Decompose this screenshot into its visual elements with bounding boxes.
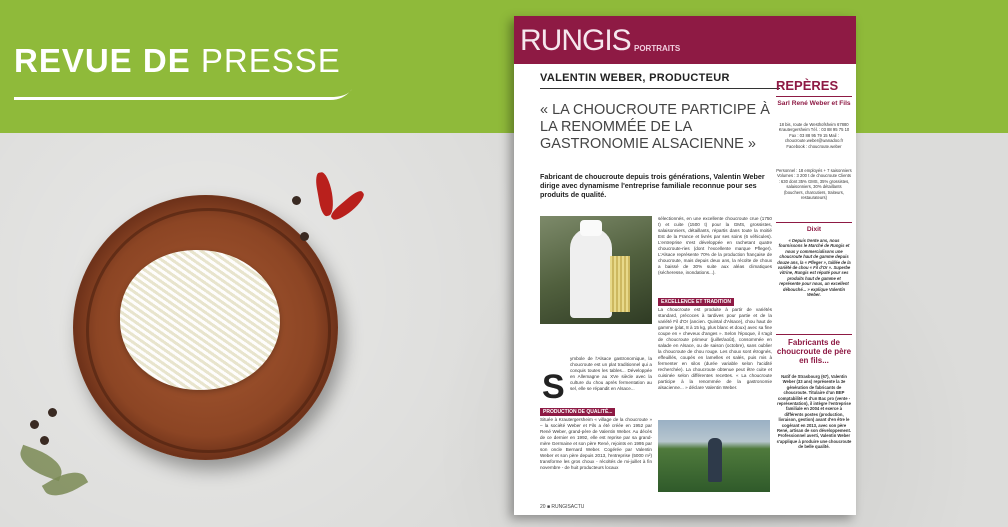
fabricants-text: Natif de Strasbourg (67), Valentin Weber (33 ans) représente la 3e génération de fabricants de choucroute. Titulaire d'un BEP comptabilité et d'un Bac pro (vente - représentation), il intègre l'entreprise familiale en 2004 et exerce à différents postes (production, livraison, gestion) avant d'en être le cogérant en 2013, avec son père René, artisan de son développement. Professionnel averti, Valentin Weber s'applique à produire une choucroute de belle qualité.	[776, 374, 852, 450]
sidebar-rule	[776, 222, 852, 223]
dixit-heading: Dixit	[806, 226, 822, 233]
magazine-page	[514, 16, 856, 515]
column-right-top: sélectionnés, en une excellente choucroute crue (1750 t) et cuite (1500 t) pour la GMS, grossistes, salaisonniers, détaillants, répartis dans toute la moitié Est de la France et livrés par ses soins (6 véhicules). L'entreprise s'est développée en rachetant quatre choucroute-ries (dont l'excellente marque Pfleger). L'Alsace représente 70% de la production française de choucroute, mais depuis deux ans, la récolte de choux a baissé de 30% suite aux aléas climatiques (sécheresse, inondations...).	[658, 216, 772, 275]
title-bold: REVUE DE	[14, 42, 191, 79]
masthead-title: RUNGIS	[520, 24, 631, 57]
peppercorn	[30, 420, 39, 429]
person-title: VALENTIN WEBER, PRODUCTEUR	[540, 72, 730, 84]
sidebar-rule	[776, 96, 852, 97]
field-photo	[658, 420, 770, 492]
peppercorn	[48, 408, 57, 417]
magazine-masthead	[514, 16, 856, 64]
title-rule	[540, 88, 780, 89]
column-right-body: La choucroute est produite à partir de variétés standard, précoces à tardives pour partie et de la variété Fil d'Or (ancien. Quintal d'Alsace), chou haut de gamme (plat, 8 à 15 kg, plus blanc et doux) avec sa fine coupe en « cheveux d'anges ». Selon l'époque, il s'agit de choucroute primeur (juillet/août), consommée en salade en Alsace, ou de saison (octobre), sans oublier la choucroute de chou rouge. Les choux sont étrognés, effeuillés, coupés en lamelles et salés, puis mis à fermenter en silos (durée variable selon l'acidité recherchée). La choucroute obtenue peut être cuite et cuisinée selon différentes recettes. « La choucroute participe à la renommée de la gastronomie alsacienne... » déclare Valentin Weber.	[658, 307, 772, 390]
article-intro: Fabricant de choucroute depuis trois générations, Valentin Weber dirige avec dynamisme l'entreprise familiale reconnue pour ses produits de qualité.	[540, 172, 765, 199]
sidebar-heading: REPÈRES	[776, 78, 839, 93]
peppercorn	[40, 436, 49, 445]
company-details: Personnel : 18 employés + 7 saisonniers Volumes : 3 200 t de choucroute Clients : 630 dont 35% GMS, 35% grossistes, salaisonniers, 30% détaillants (bouchers, charcutiers, traiteurs, restaurateurs)	[776, 168, 852, 201]
fabricants-heading: Fabricants de choucroute de père en fils...	[776, 338, 852, 365]
title-light: PRESSE	[200, 42, 341, 79]
sidebar-rule	[776, 334, 852, 335]
dropcap: S	[542, 368, 565, 406]
sauerkraut	[120, 250, 280, 390]
chef-photo	[540, 216, 652, 324]
page-title	[14, 42, 341, 80]
section-label: PORTRAITS	[634, 44, 681, 53]
company-name: Sarl René Weber et Fils	[777, 100, 851, 107]
section-heading: EXCELLENCE ET TRADITION	[658, 298, 734, 306]
peppercorn	[300, 232, 309, 241]
dixit-quote: « Depuis trente ans, nous fournissons le Marché de Rungis et nous y commercialisons une choucroute haut de gamme depuis douze ans, la « Pfleger », taillée de la variété de chou « Fil d'Or ». Superbe vitrine, Rungis est réputé pour ses produits haut de gamme et représente pour nous, un excellent débouché... » explique Valentin Weber.	[777, 238, 851, 298]
lead-paragraph: ymbole de l'Alsace gastronomique, la choucroute est un plat traditionnel qui a conquis toutes les tables... Développée en Allemagne au XVe siècle avec la culture du chou après fermentation au sel, elle se répandit en Alsace...	[570, 356, 652, 391]
peppercorn	[292, 196, 301, 205]
section-heading: PRODUCTION DE QUALITÉ...	[540, 408, 615, 416]
swash-underline	[14, 88, 354, 102]
company-address: 18 bis, route de Westhofsheim 67880 Krautergersheim Tél. : 03 88 95 75 10 Fax : 03 88 95 79 15 Mail : choucroute.weber@wanadoo.fr Facebook : choucroute.weber	[778, 122, 850, 149]
column-left-body: Située à Krautergersheim « village de la choucroute » – la société Weber et Fils a été créée en 1952 par René Weber, grand-père de Valentin Weber. Au décès de ce dernier en 1992, elle est reprise par sa grand-mère Germaine et son père René, rejoints en 1995 par son oncle Bernard Weber. Cogérée par Valentin Weber et son père depuis 2013, l'entreprise (5000 m²) transforme les gros choux - récoltés de mi-juillet à fin novembre - de huit producteurs locaux	[540, 417, 652, 470]
article-headline: « LA CHOUCROUTE PARTICIPE À LA RENOMMÉE DE LA GASTRONOMIE ALSACIENNE »	[540, 102, 770, 152]
page-footer: 20 ■ RUNGISACTU	[540, 504, 585, 510]
